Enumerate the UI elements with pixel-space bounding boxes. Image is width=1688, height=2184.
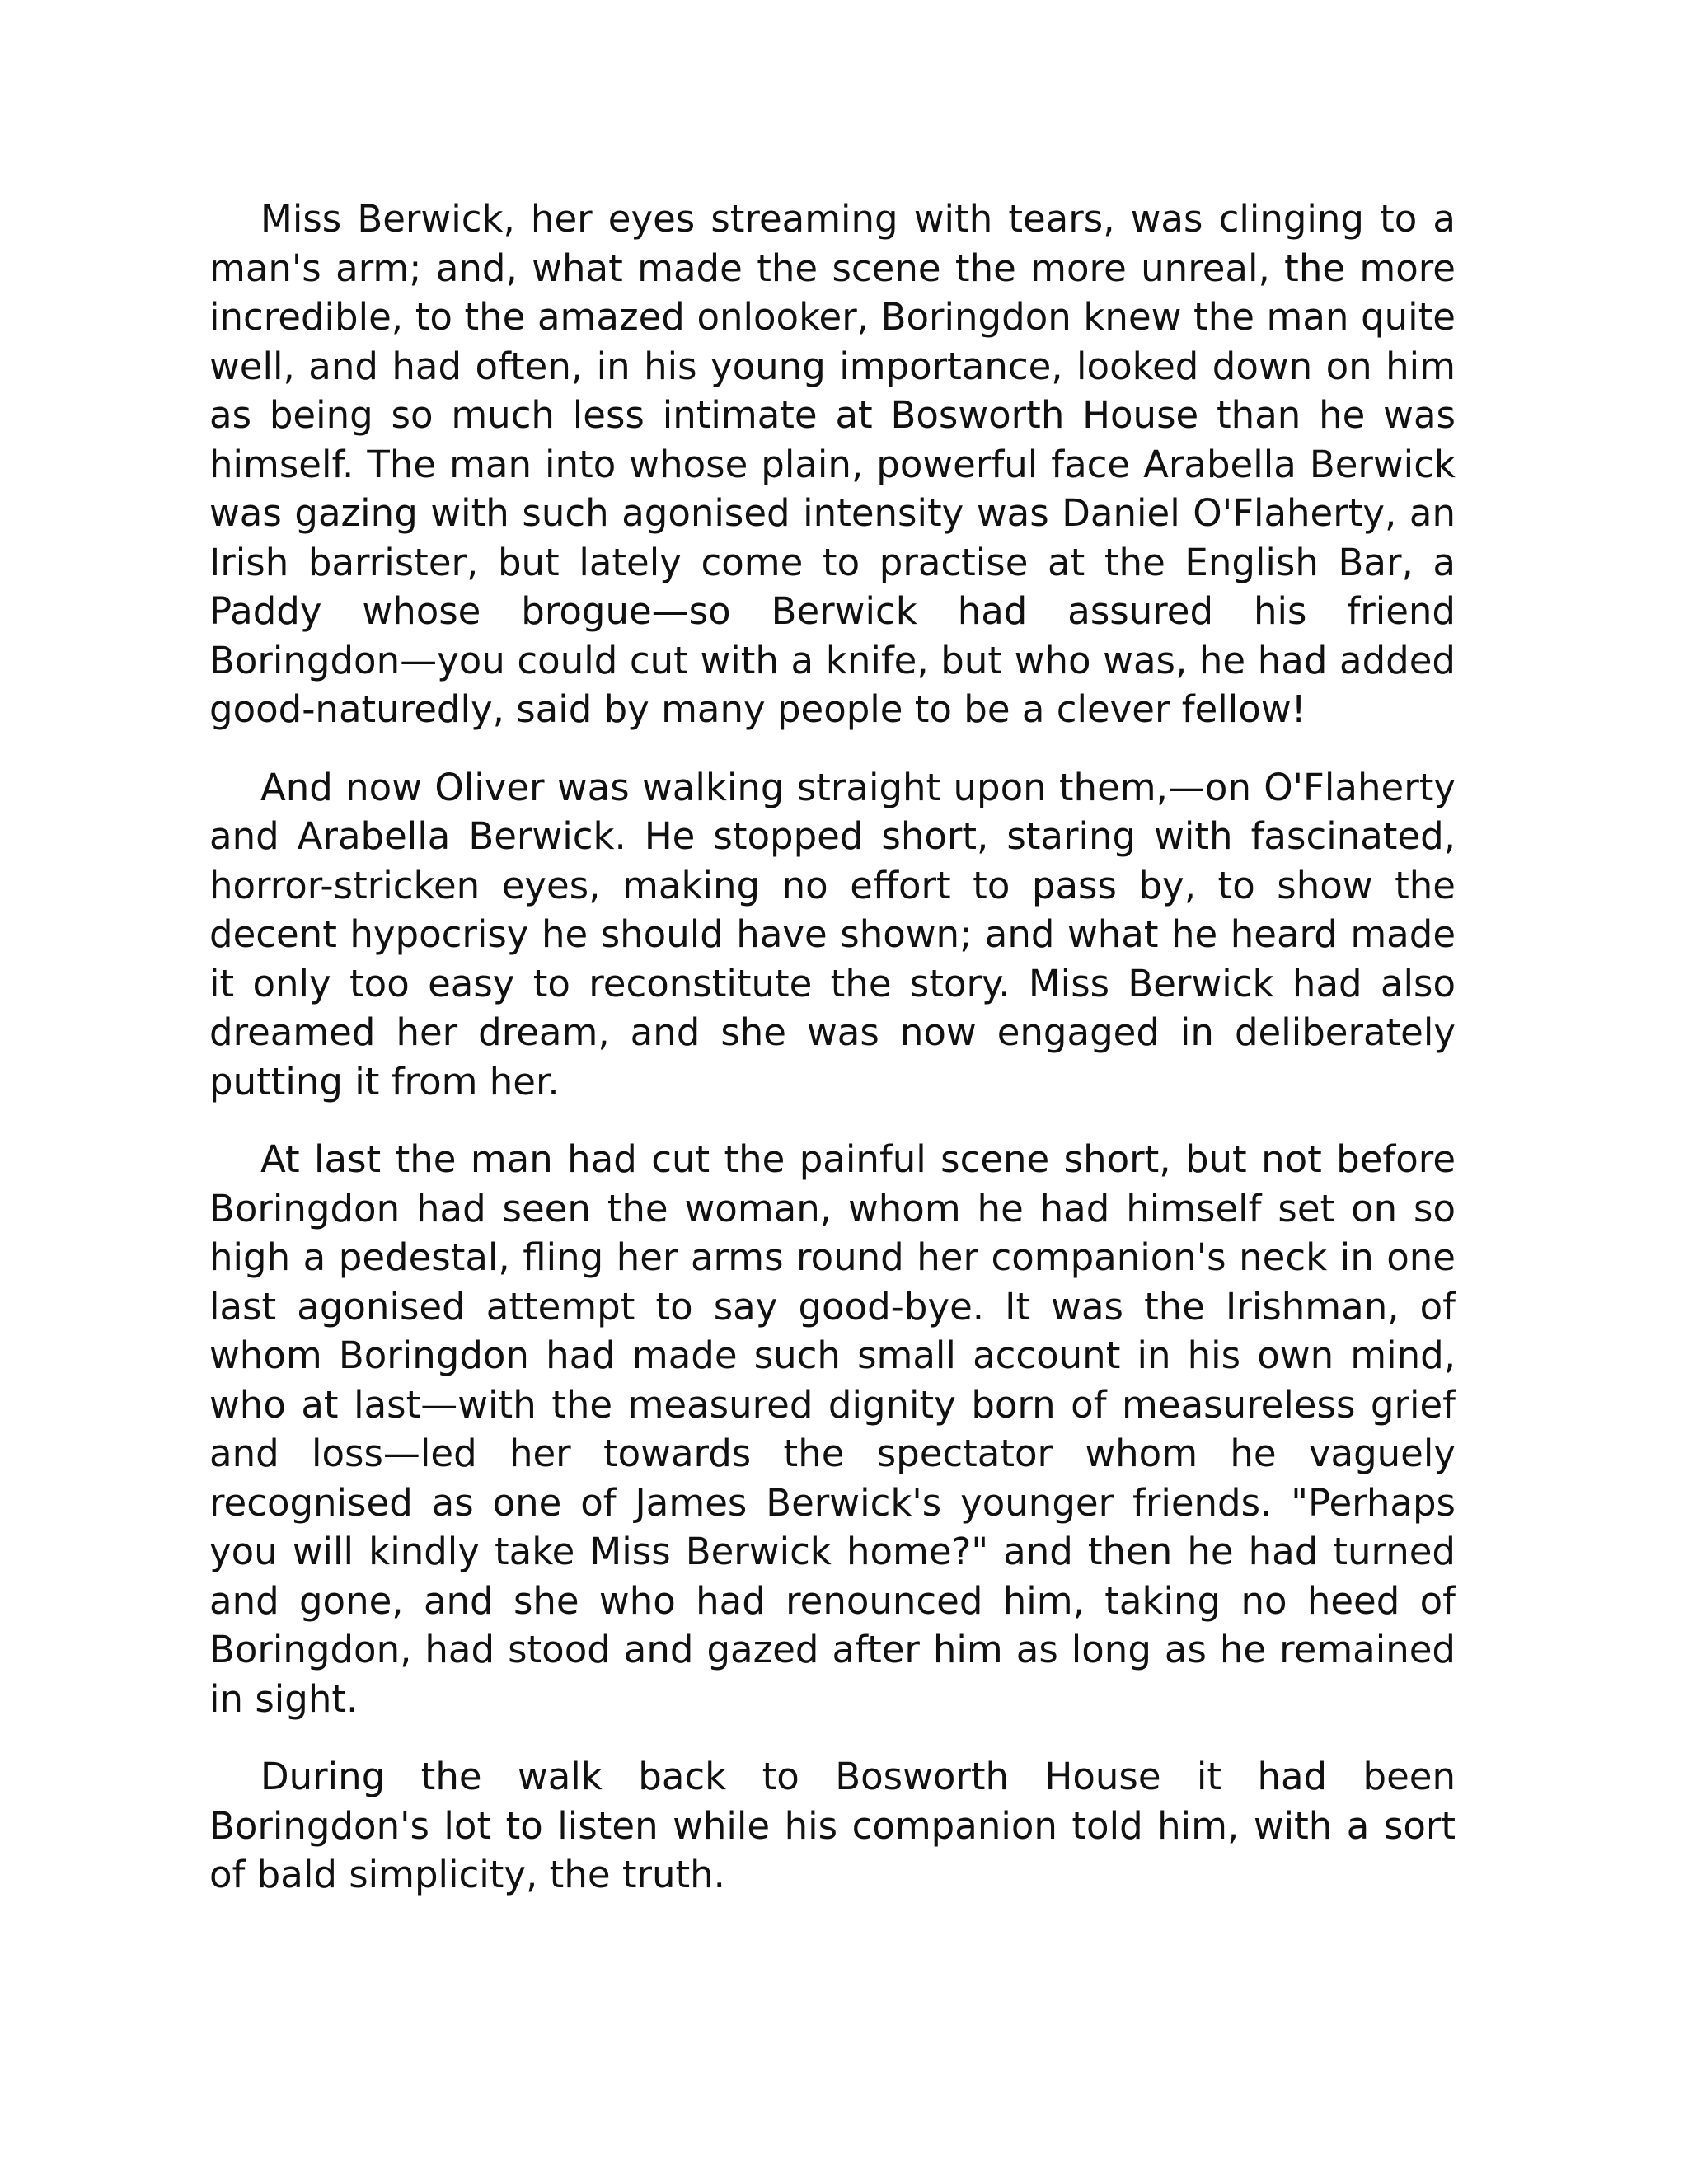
paragraph-3: At last the man had cut the painful scene short, but not before Boringdon had seen the woman, whom he had himself set on so high a pedestal, fling her arms round her companion's neck in one last agonised attempt to say good-bye. It was the Irishman, of whom Boringdon had made such small account in his own mind, who at last—with the measured dignity born of measureless grief and loss—led her towards the spectator whom he vaguely recognised as one of James Berwick's younger friends. "Perhaps you will kindly take Miss Berwick home?" and then he had turned and gone, and she who had renounced him, taking no heed of Boringdon, had stood and gazed after him as long as he remained in sight.: [209, 1137, 1456, 1721]
document-page: [209, 194, 1456, 1929]
paragraph-4: During the walk back to Bosworth House it had been Boringdon's lot to listen while his companion told him, with a sort of bald simplicity, the truth.: [209, 1755, 1456, 1896]
paragraph-1: Miss Berwick, her eyes streaming with tears, was clinging to a man's arm; and, what made the scene the more unreal, the more incredible, to the amazed onlooker, Boringdon knew the man quite well, and had often, in his young importance, looked down on him as being so much less intimate at Bosworth House than he was himself. The man into whose plain, powerful face Arabella Berwick was gazing with such agonised intensity was Daniel O'Flaherty, an Irish barrister, but lately come to practise at the English Bar, a Paddy whose brogue—so Berwick had assured his friend Boringdon—you could cut with a knife, but who was, he had added good-naturedly, said by many people to be a clever fellow!: [209, 197, 1456, 731]
paragraph-2: And now Oliver was walking straight upon them,—on O'Flaherty and Arabella Berwick. He stopped short, staring with fascinated, horror-stricken eyes, making no effort to pass by, to show the decent hypocrisy he should have shown; and what he heard made it only too easy to reconstitute the story. Miss Berwick had also dreamed her dream, and she was now engaged in deliberately putting it from her.: [209, 765, 1456, 1104]
